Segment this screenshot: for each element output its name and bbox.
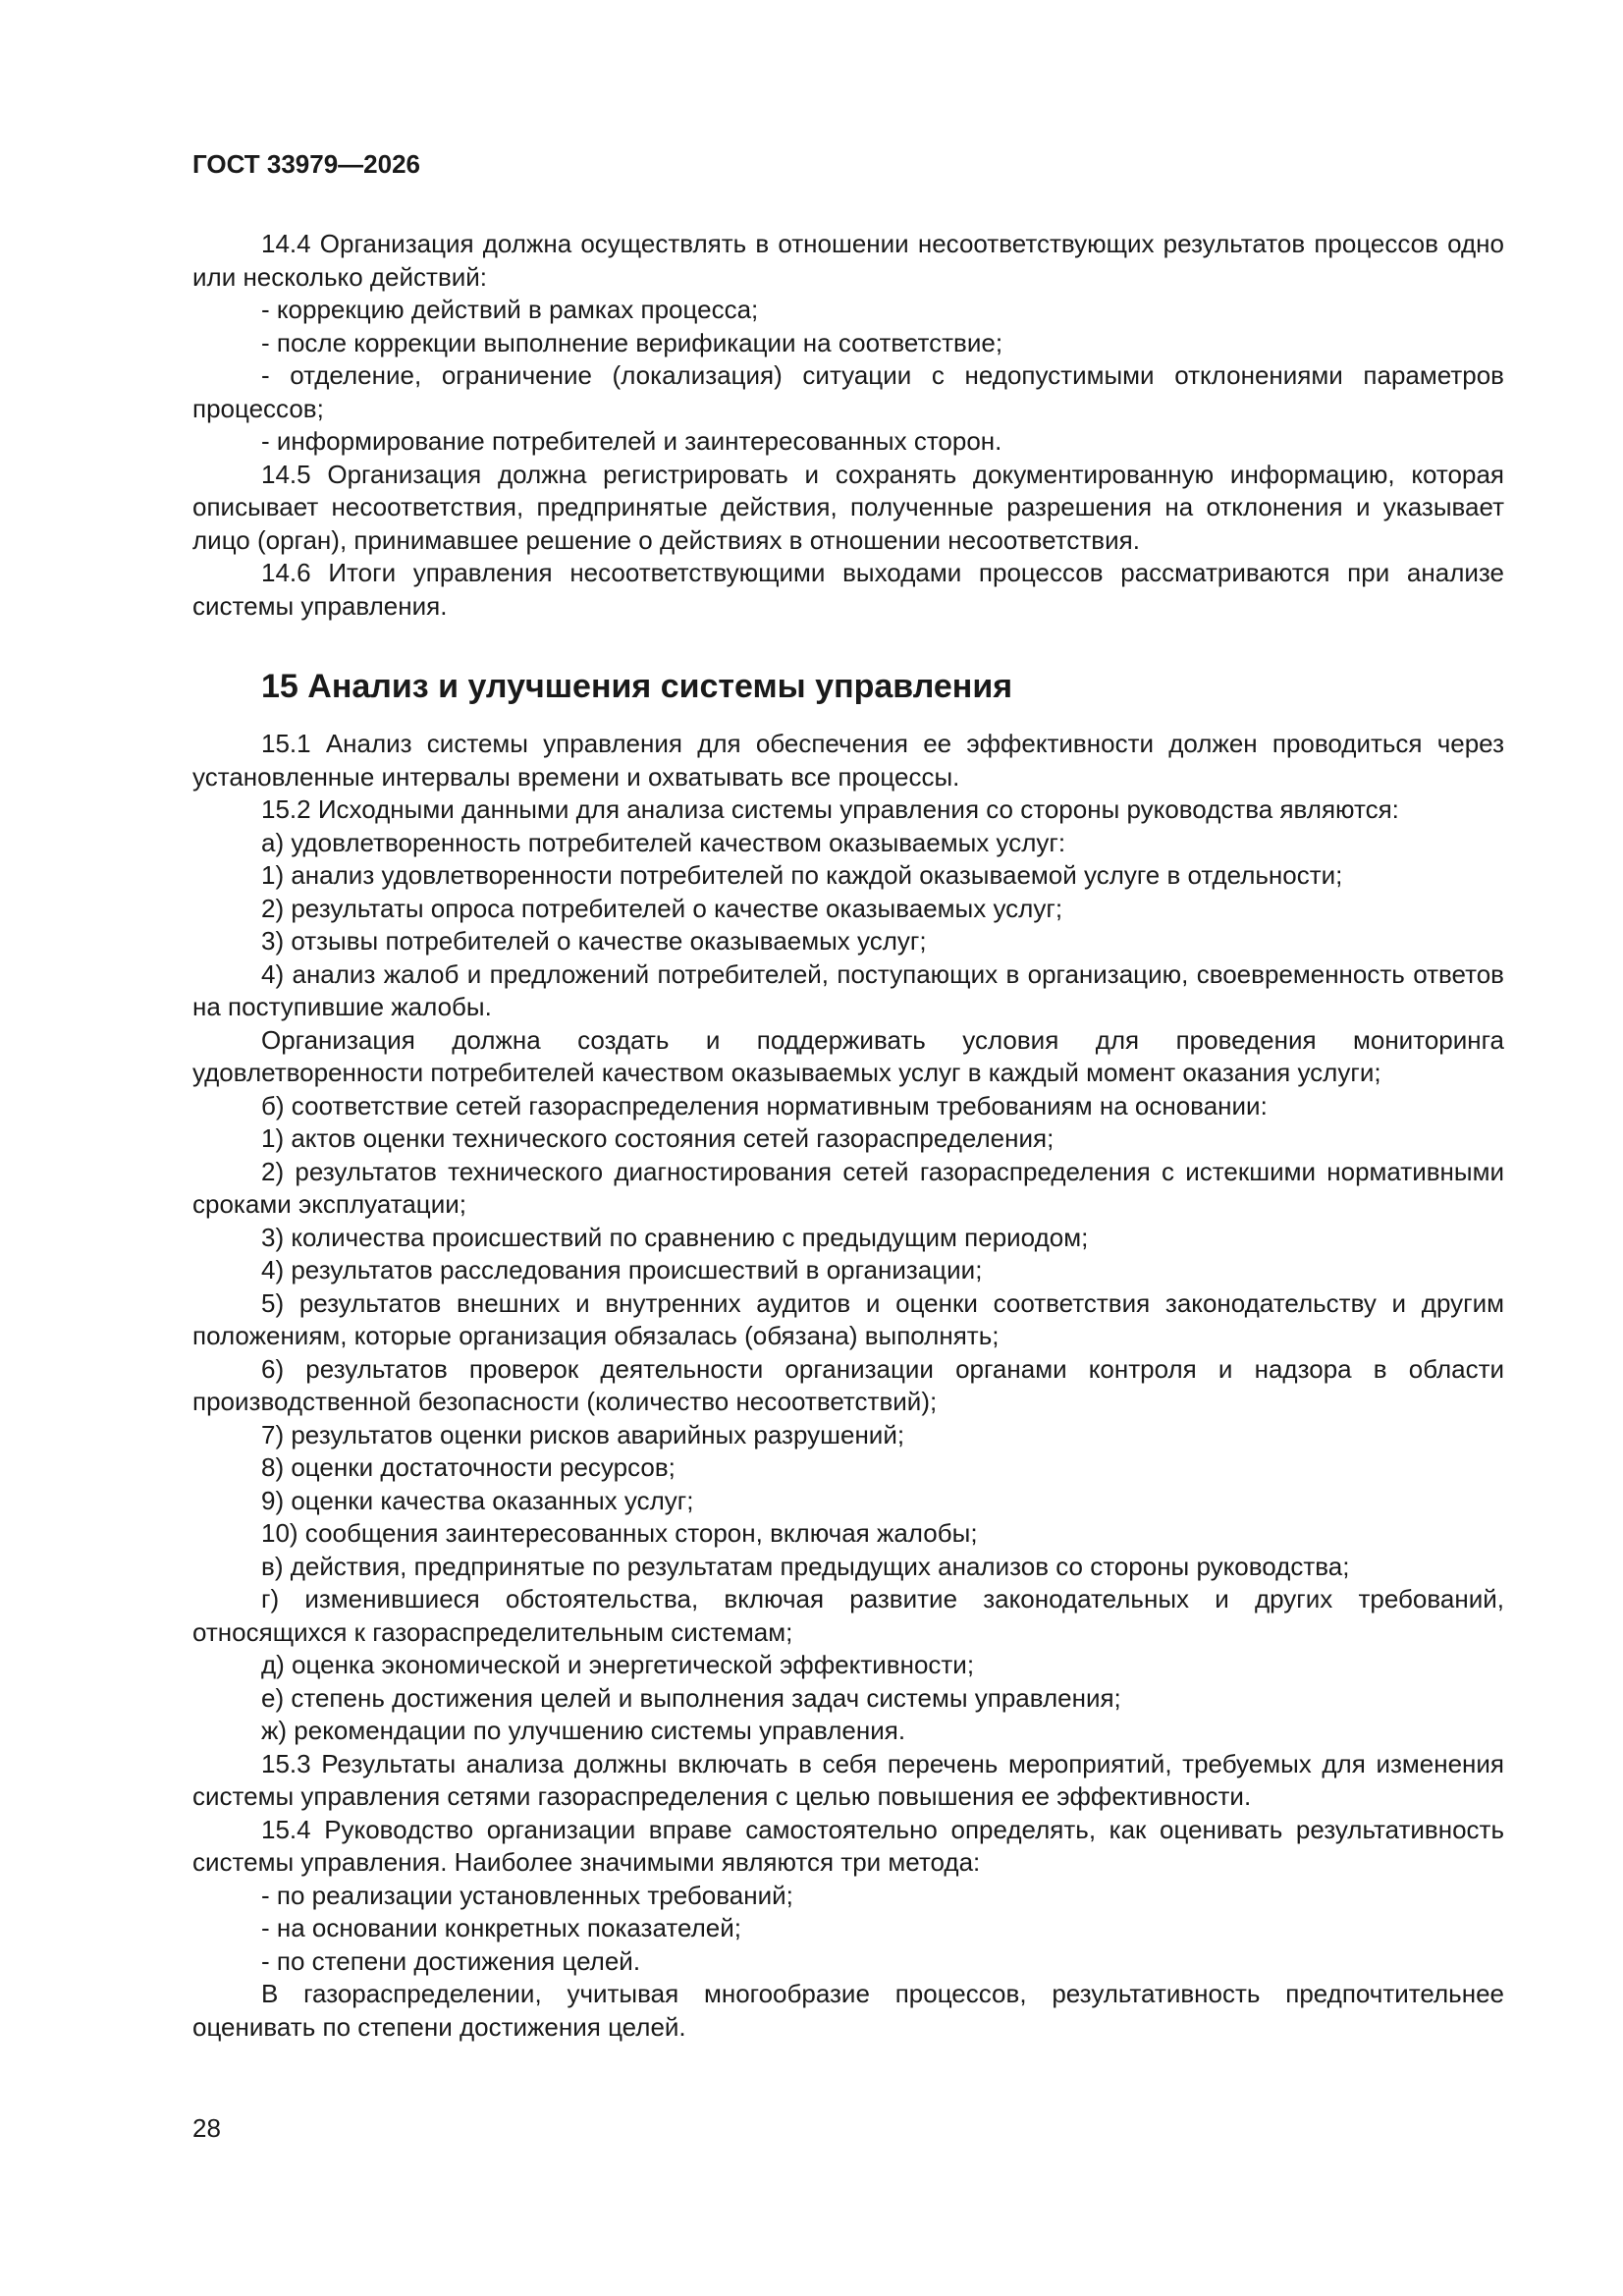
paragraph: - информирование потребителей и заинтересованных сторон. [261,426,1002,456]
paragraph: 15.3 Результаты анализа должны включать в себя перечень мероприятий, требуемых для изменения системы управления сетями газораспределения с целью повышения ее эффективности. [192,1748,1504,1811]
paragraph: - отделение, ограничение (локализация) ситуации с недопустимыми отклонениями параметров процессов; [192,360,1504,423]
section-heading: 15 Анализ и улучшения системы управления [261,668,1013,705]
paragraph: - коррекцию действий в рамках процесса; [261,295,759,324]
paragraph: б) соответствие сетей газораспределения нормативным требованиям на основании: [261,1090,1268,1121]
paragraph: 1) актов оценки технического состояния сетей газораспределения; [261,1123,1055,1153]
paragraph: д) оценка экономической и энергетической эффективности; [261,1650,975,1679]
paragraph: 9) оценки качества оказанных услуг; [261,1485,694,1515]
paragraph: 1) анализ удовлетворенности потребителей по каждой оказываемой услуге в отдельности; [261,860,1343,890]
paragraph: Организация должна создать и поддерживать условия для проведения мониторинга удовлетворенности потребителей качеством оказываемых услуг в каждый момент оказания услуги; [192,1024,1504,1087]
paragraph: - после коррекции выполнение верификации на соответствие; [261,327,1003,357]
paragraph: 14.4 Организация должна осуществлять в отношении несоответствующих результатов процессов одно или несколько действий: [192,229,1504,292]
paragraph: 5) результатов внешних и внутренних аудитов и оценки соответствия законодательству и другим положениям, которые организация обязалась (обязана) выполнять; [192,1287,1504,1350]
paragraph: 3) отзывы потребителей о качестве оказываемых услуг; [261,926,927,956]
paragraph: е) степень достижения целей и выполнения задач системы управления; [261,1682,1121,1713]
paragraph: - на основании конкретных показателей; [261,1913,741,1942]
paragraph: 8) оценки достаточности ресурсов; [261,1452,676,1482]
paragraph: 2) результатов технического диагностирования сетей газораспределения с истекшими нормативными сроками эксплуатации; [192,1156,1504,1219]
paragraph: 14.6 Итоги управления несоответствующими выходами процессов рассматриваются при анализе системы управления. [192,558,1504,621]
page-number: 28 [192,2113,221,2143]
document-body [192,228,1504,2044]
paragraph: 3) количества происшествий по сравнению с предыдущим периодом; [261,1222,1089,1252]
paragraph: - по реализации установленных требований; [261,1880,793,1910]
paragraph: 6) результатов проверок деятельности организации органами контроля и надзора в области производственной безопасности (количество несоответствий); [192,1353,1504,1416]
paragraph: 14.5 Организация должна регистрировать и сохранять документированную информацию, которая описывает несоответствия, предпринятые действия, полученные разрешения на отклонения и указывает лицо (орган), принимавшее решение о действиях в отношении несоответствия. [192,459,1504,555]
paragraph: 15.2 Исходными данными для анализа системы управления со стороны руководства являются: [261,794,1399,824]
paragraph: 15.4 Руководство организации вправе самостоятельно определять, как оценивать результативность системы управления. Наиболее значимыми являются три метода: [192,1814,1504,1877]
paragraph: а) удовлетворенность потребителей качеством оказываемых услуг: [261,827,1066,857]
paragraph: В газораспределении, учитывая многообразие процессов, результативность предпочтительнее оценивать по степени достижения целей. [192,1979,1504,2042]
paragraph: 4) анализ жалоб и предложений потребителей, поступающих в организацию, своевременность ответов на поступившие жалобы. [192,958,1504,1021]
paragraph: 4) результатов расследования происшествий в организации; [261,1255,983,1285]
paragraph: 7) результатов оценки рисков аварийных разрушений; [261,1419,905,1449]
paragraph: ж) рекомендации по улучшению системы управления. [261,1716,906,1745]
paragraph: 10) сообщения заинтересованных сторон, включая жалобы; [261,1518,978,1548]
paragraph: - по степени достижения целей. [261,1945,641,1976]
paragraph: г) изменившиеся обстоятельства, включая развитие законодательных и других требований, относящихся к газораспределительным системам; [192,1584,1504,1647]
paragraph: 15.1 Анализ системы управления для обеспечения ее эффективности должен проводиться через установленные интервалы времени и охватывать все процессы. [192,729,1504,792]
paragraph: 2) результаты опроса потребителей о качестве оказываемых услуг; [261,893,1063,923]
paragraph: в) действия, предпринятые по результатам предыдущих анализов со стороны руководства; [261,1551,1350,1581]
document-code-header: ГОСТ 33979—2026 [192,149,420,179]
